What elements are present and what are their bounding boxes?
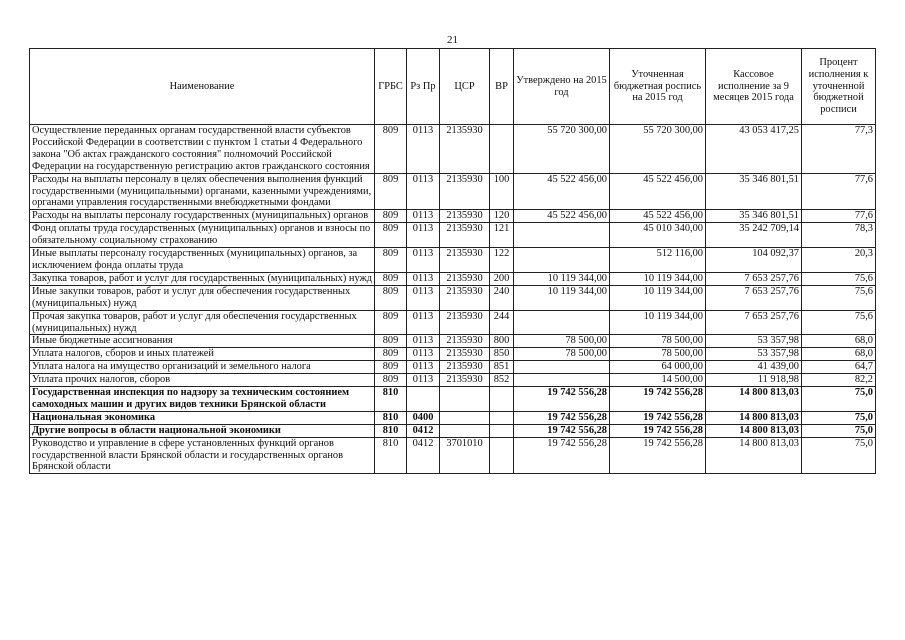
cell-name: Расходы на выплаты персоналу в целях обеспечения выполнения функций государственными (муниципальными) органами, казенными учреждениями, органами управления государственными внебюджетными фондами [30, 173, 375, 210]
cell-refined: 78 500,00 [610, 348, 706, 361]
cell-approved: 19 742 556,28 [514, 411, 610, 424]
cell-approved: 45 522 456,00 [514, 210, 610, 223]
cell-approved: 78 500,00 [514, 348, 610, 361]
cell-percent: 75,0 [802, 437, 876, 474]
header-vr: ВР [490, 49, 514, 125]
cell-refined: 78 500,00 [610, 335, 706, 348]
budget-execution-table [29, 48, 876, 474]
cell-percent: 20,3 [802, 248, 876, 273]
cell-vr [490, 411, 514, 424]
table-row [30, 223, 876, 248]
cell-name: Уплата налогов, сборов и иных платежей [30, 348, 375, 361]
cell-approved: 10 119 344,00 [514, 272, 610, 285]
cell-vr: 851 [490, 361, 514, 374]
cell-refined: 10 119 344,00 [610, 272, 706, 285]
cell-cash: 35 242 709,14 [706, 223, 802, 248]
cell-approved [514, 310, 610, 335]
cell-grbs: 809 [375, 248, 407, 273]
table-row [30, 348, 876, 361]
cell-name: Иные закупки товаров, работ и услуг для обеспечения государственных (муниципальных) нужд [30, 285, 375, 310]
cell-percent: 77,6 [802, 210, 876, 223]
cell-approved: 45 522 456,00 [514, 173, 610, 210]
cell-rzpr: 0113 [407, 348, 440, 361]
cell-csr: 2135930 [440, 272, 490, 285]
cell-name: Уплата налога на имущество организаций и земельного налога [30, 361, 375, 374]
cell-csr: 2135930 [440, 223, 490, 248]
cell-cash: 41 439,00 [706, 361, 802, 374]
cell-csr: 2135930 [440, 335, 490, 348]
cell-percent: 68,0 [802, 335, 876, 348]
header-refined: Уточненная бюджетная роспись на 2015 год [610, 49, 706, 125]
cell-rzpr: 0113 [407, 285, 440, 310]
cell-percent: 77,6 [802, 173, 876, 210]
header-approved: Утверждено на 2015 год [514, 49, 610, 125]
table-row [30, 437, 876, 474]
cell-csr: 2135930 [440, 285, 490, 310]
cell-name: Закупка товаров, работ и услуг для государственных (муниципальных) нужд [30, 272, 375, 285]
cell-rzpr: 0113 [407, 125, 440, 174]
cell-cash: 7 653 257,76 [706, 272, 802, 285]
cell-percent: 75,0 [802, 411, 876, 424]
header-grbs: ГРБС [375, 49, 407, 125]
table-row [30, 424, 876, 437]
cell-percent: 75,6 [802, 272, 876, 285]
table-row [30, 335, 876, 348]
table-row [30, 210, 876, 223]
cell-rzpr: 0113 [407, 272, 440, 285]
cell-name: Другие вопросы в области национальной экономики [30, 424, 375, 437]
cell-name: Фонд оплаты труда государственных (муниципальных) органов и взносы по обязательному социальному страхованию [30, 223, 375, 248]
cell-vr: 121 [490, 223, 514, 248]
cell-refined: 14 500,00 [610, 374, 706, 387]
cell-refined: 64 000,00 [610, 361, 706, 374]
cell-cash: 35 346 801,51 [706, 210, 802, 223]
cell-name: Прочая закупка товаров, работ и услуг для обеспечения государственных (муниципальных) нужд [30, 310, 375, 335]
cell-cash: 14 800 813,03 [706, 437, 802, 474]
cell-grbs: 809 [375, 335, 407, 348]
cell-cash: 14 800 813,03 [706, 387, 802, 412]
cell-grbs: 809 [375, 310, 407, 335]
cell-cash: 35 346 801,51 [706, 173, 802, 210]
cell-vr: 100 [490, 173, 514, 210]
cell-name: Уплата прочих налогов, сборов [30, 374, 375, 387]
cell-name: Государственная инспекция по надзору за техническим состоянием самоходных машин и других видов техники Брянской области [30, 387, 375, 412]
cell-vr: 240 [490, 285, 514, 310]
cell-vr: 122 [490, 248, 514, 273]
cell-rzpr: 0113 [407, 223, 440, 248]
cell-grbs: 810 [375, 411, 407, 424]
cell-cash: 104 092,37 [706, 248, 802, 273]
cell-cash: 7 653 257,76 [706, 310, 802, 335]
cell-vr: 800 [490, 335, 514, 348]
table-row [30, 387, 876, 412]
cell-percent: 68,0 [802, 348, 876, 361]
cell-grbs: 809 [375, 361, 407, 374]
cell-cash: 14 800 813,03 [706, 424, 802, 437]
cell-csr: 2135930 [440, 310, 490, 335]
cell-rzpr: 0400 [407, 411, 440, 424]
cell-rzpr: 0113 [407, 335, 440, 348]
cell-approved [514, 248, 610, 273]
cell-vr: 244 [490, 310, 514, 335]
cell-percent: 78,3 [802, 223, 876, 248]
cell-grbs: 809 [375, 348, 407, 361]
cell-name: Национальная экономика [30, 411, 375, 424]
cell-csr: 2135930 [440, 125, 490, 174]
cell-percent: 75,6 [802, 310, 876, 335]
cell-grbs: 810 [375, 424, 407, 437]
table-row [30, 310, 876, 335]
cell-percent: 77,3 [802, 125, 876, 174]
cell-grbs: 809 [375, 210, 407, 223]
table-row [30, 374, 876, 387]
cell-grbs: 810 [375, 437, 407, 474]
cell-cash: 11 918,98 [706, 374, 802, 387]
cell-vr [490, 125, 514, 174]
table-row [30, 248, 876, 273]
header-name: Наименование [30, 49, 375, 125]
cell-refined: 10 119 344,00 [610, 285, 706, 310]
cell-cash: 53 357,98 [706, 348, 802, 361]
cell-approved: 55 720 300,00 [514, 125, 610, 174]
cell-rzpr: 0113 [407, 361, 440, 374]
cell-percent: 64,7 [802, 361, 876, 374]
cell-csr: 2135930 [440, 248, 490, 273]
cell-csr [440, 411, 490, 424]
cell-refined: 19 742 556,28 [610, 387, 706, 412]
cell-approved: 19 742 556,28 [514, 424, 610, 437]
cell-approved: 19 742 556,28 [514, 437, 610, 474]
cell-cash: 53 357,98 [706, 335, 802, 348]
page-number: 21 [447, 34, 458, 46]
cell-name: Руководство и управление в сфере установленных функций органов государственной власти Брянской области и государственных органов Брянской области [30, 437, 375, 474]
table-row [30, 173, 876, 210]
cell-rzpr: 0113 [407, 374, 440, 387]
cell-rzpr: 0412 [407, 424, 440, 437]
cell-refined: 55 720 300,00 [610, 125, 706, 174]
cell-approved: 78 500,00 [514, 335, 610, 348]
cell-csr: 2135930 [440, 348, 490, 361]
cell-grbs: 809 [375, 125, 407, 174]
cell-vr [490, 424, 514, 437]
header-percent: Процент исполнения к уточненной бюджетной росписи [802, 49, 876, 125]
cell-cash: 7 653 257,76 [706, 285, 802, 310]
cell-csr: 2135930 [440, 374, 490, 387]
cell-approved: 10 119 344,00 [514, 285, 610, 310]
table-row [30, 285, 876, 310]
cell-grbs: 810 [375, 387, 407, 412]
cell-vr: 120 [490, 210, 514, 223]
cell-csr [440, 387, 490, 412]
table-row [30, 411, 876, 424]
cell-grbs: 809 [375, 272, 407, 285]
cell-csr: 3701010 [440, 437, 490, 474]
cell-csr: 2135930 [440, 361, 490, 374]
cell-approved [514, 374, 610, 387]
cell-rzpr [407, 387, 440, 412]
cell-cash: 43 053 417,25 [706, 125, 802, 174]
cell-refined: 19 742 556,28 [610, 437, 706, 474]
cell-approved [514, 223, 610, 248]
cell-vr [490, 437, 514, 474]
cell-refined: 45 010 340,00 [610, 223, 706, 248]
cell-refined: 10 119 344,00 [610, 310, 706, 335]
cell-grbs: 809 [375, 223, 407, 248]
table-row [30, 125, 876, 174]
table-row [30, 361, 876, 374]
cell-refined: 45 522 456,00 [610, 210, 706, 223]
cell-refined: 45 522 456,00 [610, 173, 706, 210]
cell-vr [490, 387, 514, 412]
cell-name: Иные бюджетные ассигнования [30, 335, 375, 348]
cell-name: Осуществление переданных органам государственной власти субъектов Российской Федерации в соответствии с пунктом 1 статьи 4 Федерального закона "Об актах гражданского состояния" полномочий Российской Федерации на государственную регистрацию актов гражданского состояния [30, 125, 375, 174]
cell-rzpr: 0412 [407, 437, 440, 474]
cell-rzpr: 0113 [407, 248, 440, 273]
cell-refined: 19 742 556,28 [610, 424, 706, 437]
cell-grbs: 809 [375, 374, 407, 387]
cell-percent: 75,6 [802, 285, 876, 310]
cell-approved [514, 361, 610, 374]
header-cash: Кассовое исполнение за 9 месяцев 2015 года [706, 49, 802, 125]
table-body [30, 125, 876, 474]
cell-vr: 200 [490, 272, 514, 285]
cell-vr: 850 [490, 348, 514, 361]
header-csr: ЦСР [440, 49, 490, 125]
cell-cash: 14 800 813,03 [706, 411, 802, 424]
table-row [30, 272, 876, 285]
table-header-row [30, 49, 876, 125]
cell-rzpr: 0113 [407, 310, 440, 335]
cell-approved: 19 742 556,28 [514, 387, 610, 412]
cell-percent: 75,0 [802, 387, 876, 412]
cell-name: Расходы на выплаты персоналу государственных (муниципальных) органов [30, 210, 375, 223]
cell-rzpr: 0113 [407, 210, 440, 223]
cell-name: Иные выплаты персоналу государственных (муниципальных) органов, за исключением фонда оплаты труда [30, 248, 375, 273]
cell-percent: 82,2 [802, 374, 876, 387]
cell-refined: 19 742 556,28 [610, 411, 706, 424]
cell-refined: 512 116,00 [610, 248, 706, 273]
cell-rzpr: 0113 [407, 173, 440, 210]
cell-vr: 852 [490, 374, 514, 387]
cell-grbs: 809 [375, 285, 407, 310]
header-rzpr: Рз Пр [407, 49, 440, 125]
cell-csr [440, 424, 490, 437]
cell-csr: 2135930 [440, 210, 490, 223]
cell-grbs: 809 [375, 173, 407, 210]
cell-csr: 2135930 [440, 173, 490, 210]
cell-percent: 75,0 [802, 424, 876, 437]
